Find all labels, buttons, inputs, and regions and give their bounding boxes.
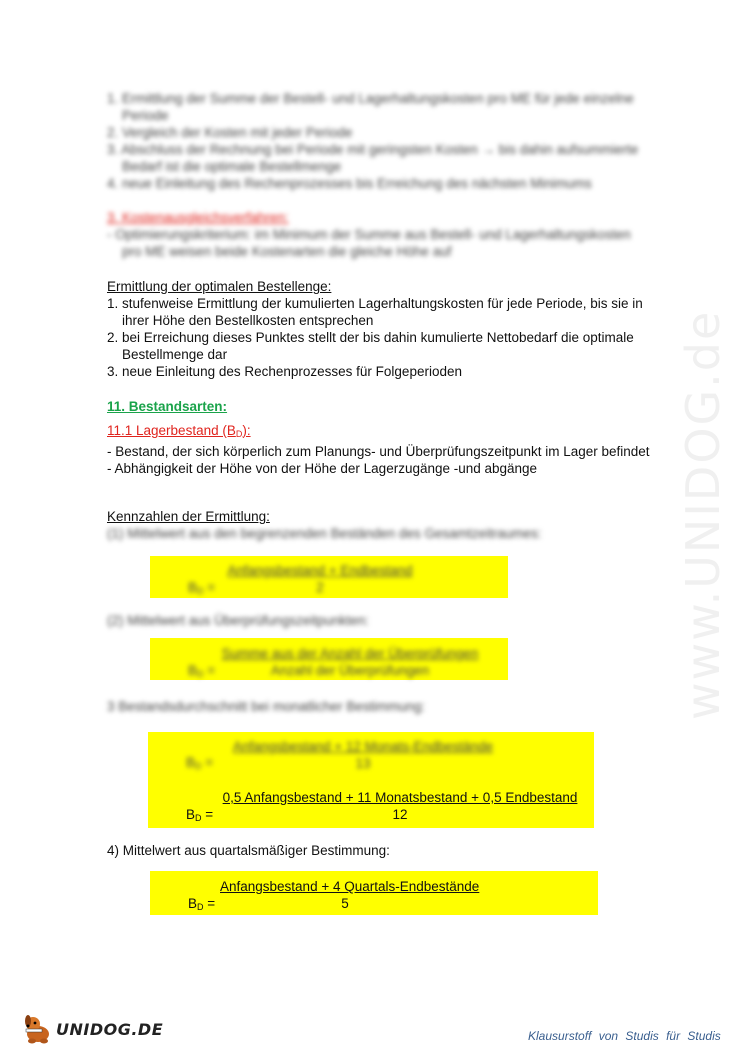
list-item: 3. Abschluss der Rechnung bei Periode mit geringsten Kosten → bis dahin aufsummierte Bedarf ist die optimale Bestellmenge: [107, 142, 639, 174]
blurred-intro: [107, 90, 647, 260]
formula-numerator: Anfangsbestand + 4 Quartals-Endbestände: [220, 879, 480, 894]
formula-label: (1) Mittelwert aus den begrenzenden Beständen des Gesamtzeitraumes:: [107, 526, 542, 541]
section-heading: Ermittlung der optimalen Bestellenge:: [107, 279, 332, 294]
formula-numerator: Anfangsbestand + Endbestand: [227, 563, 413, 578]
section-11: [107, 398, 667, 477]
watermark-text: www.UNIDOG.de: [676, 309, 730, 720]
unidog-logo: [22, 1012, 162, 1046]
formula-label: 3 Bestandsdurchschnitt bei monatlicher Bestimmung:: [107, 699, 426, 714]
section-heading: 3. Kostenausgleichsverfahren:: [107, 210, 289, 225]
formula-denominator: Anzahl der Überprüfungen: [270, 663, 430, 678]
formula-numerator: Summe aus der Anzahl der Überprüfungen: [221, 646, 479, 661]
formula-numerator: Anfangsbestand + 12 Monats-Endbestände: [232, 739, 494, 754]
formula-denominator: 2: [316, 580, 324, 595]
formula-denominator: 12: [392, 807, 408, 822]
formula-numerator: 0,5 Anfangsbestand + 11 Monatsbestand + 0,5 Endbestand: [222, 790, 578, 805]
dog-icon: [22, 1012, 58, 1046]
formula-lhs: $B_D$ =: [188, 580, 216, 596]
list-item: 3. neue Einleitung des Rechenprozesses für Folgeperioden: [107, 364, 462, 379]
formula-denominator: 5: [341, 896, 349, 911]
sub-heading: 11.1 Lagerbestand $(B_D)$:: [107, 423, 251, 439]
formula-lhs: $B_D$ =: [186, 755, 214, 771]
list-item: 2. Vergleich der Kosten mit jeder Periode: [107, 125, 353, 140]
bullet-item: - Bestand, der sich körperlich zum Planungs- und Überprüfungszeitpunkt im Lager befindet: [107, 444, 650, 459]
formula-denominator: 13: [355, 756, 371, 771]
bullet-item: - Optimierungskriterium: im Minimum der Summe aus Bestell- und Lagerhaltungskosten pro ME weisen beide Kostenarten die gleiche Höhe auf: [107, 227, 631, 259]
optimal-section: [107, 278, 667, 380]
formula-label: (2) Mittelwert aus Überprüfungszeitpunkten:: [107, 613, 369, 628]
section-heading: 11. Bestandsarten:: [107, 399, 228, 414]
list-item: 1. Ermittlung der Summe der Bestell- und Lagerhaltungskosten pro ME für jede einzelne Periode: [107, 91, 634, 123]
footer-tagline: Klausurstoff von Studis für Studis: [528, 1029, 721, 1043]
kennzahlen-heading: Kennzahlen der Ermittlung:: [107, 509, 270, 524]
formula-lhs: $B_D$ =: [188, 896, 216, 912]
list-item: 2. bei Erreichung dieses Punktes stellt der bis dahin kumulierte Nettobedarf die optimale Bestellmenge dar: [107, 330, 634, 362]
formula-lhs: $B_D$ =: [188, 663, 216, 679]
formula-lhs: $B_D$ =: [186, 807, 214, 823]
formula-label: 4) Mittelwert aus quartalsmäßiger Bestimmung:: [107, 843, 390, 858]
list-item: 4. neue Einleitung des Rechenprozesses bis Erreichung des nächsten Minimums: [107, 176, 592, 191]
list-item: 1. stufenweise Ermittlung der kumulierten Lagerhaltungskosten für jede Periode, bis sie in ihrer Höhe den Bestellkosten entsprechen: [107, 296, 643, 328]
bullet-item: - Abhängigkeit der Höhe von der Höhe der Lagerzugänge -und abgänge: [107, 461, 538, 476]
logo-text: UNIDOG.DE: [56, 1020, 164, 1039]
